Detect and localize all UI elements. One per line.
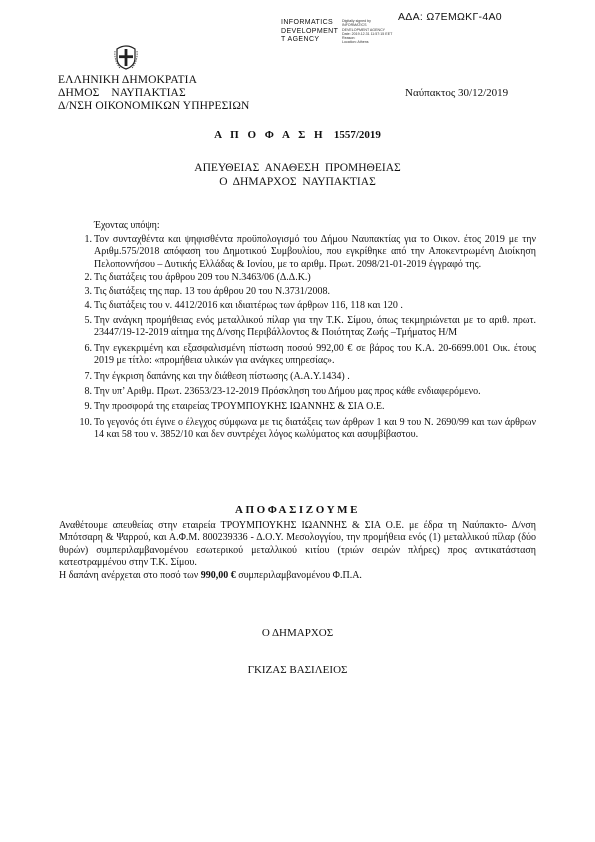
item-number: 9. <box>84 401 92 413</box>
decision-heading: ΑΠΟΦΑΣΙΖΟΥΜΕ <box>234 504 361 516</box>
considerations-list <box>79 234 536 442</box>
considerations-intro: Έχοντας υπόψη: <box>94 220 160 231</box>
signature-detail-line: Location: Athens <box>342 40 369 45</box>
list-item <box>84 315 536 340</box>
list-item <box>84 234 536 271</box>
list-item <box>79 416 536 442</box>
cost-suffix: συμπεριλαμβανομένου Φ.Π.Α. <box>238 569 362 581</box>
item-text: Την ανάγκη προμήθειας ενός μεταλλικού πίλαρ για την Τ.Κ. Σίμου, όπως τεκμηριώνεται με το αριθ. πρωτ. 23447/19-12-2019 αίτημα της Δ/νσης Περιβάλλοντος & Ποιότητας Ζωής –Τμήματος Η/Μ <box>94 315 536 339</box>
subject-line: ΑΠΕΥΘΕΙΑΣ ΑΝΑΘΕΣΗ ΠΡΟΜΗΘΕΙΑΣ <box>194 162 401 174</box>
signatory-title: Ο ΔΗΜΑΡΧΟΣ <box>261 627 334 639</box>
signature-detail-line: Date: 2019.12.31 11:57:15 EET <box>342 31 393 36</box>
country-line: ΕΛΛΗΝΙΚΗ ΔΗΜΟΚΡΑΤΙΑ <box>58 74 197 86</box>
item-number: 4. <box>84 299 92 311</box>
signatory-name: ΓΚΙΖΑΣ ΒΑΣΙΛΕΙΟΣ <box>247 664 348 676</box>
item-text: Τις διατάξεις της παρ. 13 του άρθρου 20 του Ν.3731/2008. <box>94 286 331 297</box>
list-item <box>84 299 536 312</box>
decision-title <box>0 129 595 141</box>
subject-line: Ο ΔΗΜΑΡΧΟΣ ΝΑΥΠΑΚΤΙΑΣ <box>219 176 376 188</box>
item-text: Τις διατάξεις του άρθρου 209 του Ν.3463/06 (Δ.Δ.Κ.) <box>94 272 311 284</box>
award-paragraph: Αναθέτουμε απευθείας στην εταιρεία ΤΡΟΥΜΠΟΥΚΗΣ ΙΩΑΝΝΗΣ & ΣΙΑ Ο.Ε. με έδρα τη Ναύπακτο- Δ/νση Μπότσαρη & Ψαρρού, και Α.Φ.Μ. 800239336 - Δ.Ο.Υ. Μεσολογγίου, την προμήθεια ενός (1) μεταλλικού πίλαρ (δύο θυρών) συμπεριλαμβανομένου εσωτερικού μεταλλικού κιτίου (τριών σειρών πλήρες) προς αντικατάσταση κατεστραμμένου στην Τ.Κ. Σίμου. <box>59 520 536 569</box>
decision-body <box>59 520 536 582</box>
list-item <box>84 342 536 368</box>
department-line: Δ/ΝΣΗ ΟΙΚΟΝΟΜΙΚΩΝ ΥΠΗΡΕΣΙΩΝ <box>58 100 250 112</box>
item-number: 8. <box>84 386 92 398</box>
item-text: Την έγκριση δαπάνης και την διάθεση πίστωσης (Α.Α.Υ.1434) . <box>94 370 350 382</box>
signature-org-line: INFORMATICS <box>281 19 334 26</box>
list-item <box>84 386 536 398</box>
list-item <box>84 370 536 383</box>
decision-word: Α Π Ο Φ Α Σ Η <box>214 129 326 141</box>
item-text: Την υπ’ Αριθμ. Πρωτ. 23653/23-12-2019 Πρόσκληση του Δήμου μας προς κάθε ενδιαφερόμενο. <box>94 386 481 398</box>
document-date: Ναύπακτος 30/12/2019 <box>405 87 509 99</box>
item-number: 10. <box>79 416 92 428</box>
item-text: Τον συνταχθέντα και ψηφισθέντα προϋπολογισμό του Δήμου Ναυπακτίας για το Οικον. έτος 2019 με την Αριθμ.575/2018 απόφαση του Δημοτικού Συμβουλίου, που εγκρίθηκε από την Αποκεντρωμένη Διοίκηση Πελοποννήσου – Δυτικής Ελλάδας & Ιονίου, με το αριθμ. Πρωτ. 2098/21-01-2019 έγγραφό της. <box>94 234 536 270</box>
cost-line <box>59 570 536 582</box>
item-number: 7. <box>84 370 92 382</box>
item-number: 6. <box>84 342 92 354</box>
digital-signature-details <box>342 19 392 45</box>
signature-detail-line: DEVELOPMENT AGENCY <box>342 27 386 32</box>
signature-org-line: T AGENCY <box>281 36 320 43</box>
item-number: 2. <box>84 272 92 284</box>
signature-detail-line: INFORMATICS <box>342 23 367 28</box>
cost-amount: 990,00 € <box>200 569 236 581</box>
decision-subject <box>0 161 595 189</box>
signature-detail-line: Reason: <box>342 36 356 41</box>
item-number: 1. <box>84 234 92 245</box>
item-number: 3. <box>84 286 92 297</box>
item-text: Την εγκεκριμένη και εξασφαλισμένη πίστωση ποσού 992,00 € σε βάρος του Κ.Α. 20-6699.001 Οικ. έτους 2019 με τίτλο: «προμήθεια υλικών για ανάγκες υπηρεσίας». <box>94 342 536 367</box>
item-text: Το γεγονός ότι έγινε ο έλεγχος σύμφωνα με τις διατάξεις των άρθρων 1 και 9 του Ν. 2690/99 και των άρθρων 14 και 58 του ν. 3852/10 και δεν συντρέχει λόγος κωλύματος και ασυμβίβαστου. <box>94 416 536 441</box>
item-text: Τις διατάξεις του ν. 4412/2016 και ιδιαιτέρως των άρθρων 116, 118 και 120 . <box>94 299 403 311</box>
item-text: Την προσφορά της εταιρείας ΤΡΟΥΜΠΟΥΚΗΣ ΙΩΑΝΝΗΣ & ΣΙΑ Ο.Ε. <box>94 401 385 413</box>
decision-number: 1557/2019 <box>333 129 381 141</box>
cost-prefix: Η δαπάνη ανέρχεται στο ποσό των <box>59 569 199 581</box>
ada-code: ΑΔΑ: Ω7ΕΜΩΚΓ-4Α0 <box>398 11 502 23</box>
list-item <box>84 401 536 413</box>
coat-of-arms-icon <box>114 41 138 71</box>
list-item <box>84 286 536 298</box>
municipality-line: ΔΗΜΟΣ ΝΑΥΠΑΚΤΙΑΣ <box>58 87 186 99</box>
digital-signature-block <box>281 19 338 45</box>
item-number: 5. <box>84 315 92 326</box>
signature-org-line: DEVELOPMENT <box>281 27 339 35</box>
list-item <box>84 272 536 284</box>
signature-detail-line: Digitally signed by <box>342 19 371 23</box>
issuer-header <box>58 74 249 113</box>
